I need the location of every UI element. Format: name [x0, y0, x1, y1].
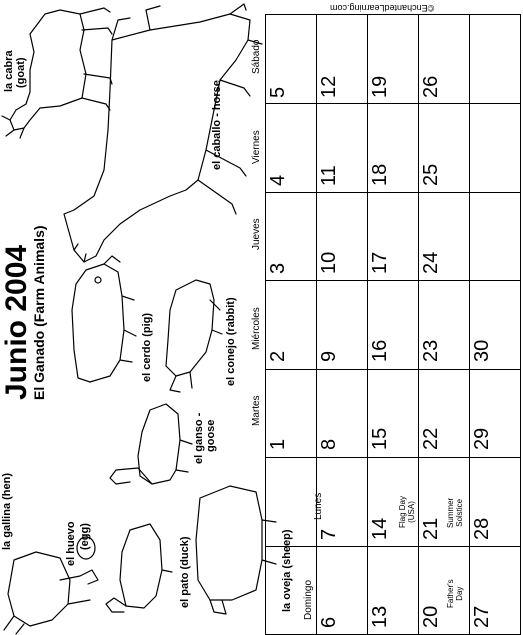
holiday-flag-day: Flag Day (USA) — [398, 495, 417, 528]
day-number: 19 — [369, 75, 391, 98]
day-number: 25 — [420, 163, 442, 186]
day-number: 29 — [471, 427, 493, 450]
day-number: 2 — [267, 350, 289, 362]
day-name-tuesday: Martes — [251, 395, 262, 426]
day-name-thursday: Jueves — [251, 218, 262, 250]
day-number: 14 — [369, 517, 391, 540]
day-name-friday: Viernes — [251, 130, 262, 164]
pig-label: el cerdo (pig) — [141, 312, 153, 382]
day-number: 8 — [318, 438, 340, 450]
day-number: 18 — [369, 163, 391, 186]
rabbit-label: el conejo (rabbit) — [225, 297, 237, 386]
day-number: 6 — [318, 616, 340, 628]
day-number: 4 — [267, 174, 289, 186]
day-number: 9 — [318, 350, 340, 362]
sheep-label: la oveja (sheep) — [281, 529, 293, 612]
page-title: Junio 2004 — [0, 244, 33, 400]
goat-label-en: (goat) — [15, 57, 27, 88]
day-number: 12 — [318, 75, 340, 98]
day-number: 24 — [420, 251, 442, 274]
day-number: 11 — [318, 165, 340, 186]
day-number: 21 — [420, 517, 442, 540]
goose-label-en: goose — [205, 419, 217, 452]
hen-label: la gallina (hen) — [1, 472, 13, 550]
day-name-saturday: Sábado — [251, 39, 262, 74]
egg-label: el huevo — [65, 521, 77, 566]
day-name-sunday: Domingo — [303, 579, 314, 620]
day-name-wednesday: Miércoles — [251, 307, 262, 350]
duck-label: el pato (duck) — [179, 536, 191, 608]
page-subtitle: El Ganado (Farm Animals) — [31, 225, 47, 400]
day-number: 26 — [420, 75, 442, 98]
day-number: 10 — [318, 251, 340, 274]
day-number: 5 — [267, 86, 289, 98]
day-number: 15 — [369, 427, 391, 450]
goat-label: la cabra — [3, 50, 15, 92]
goose-label: el ganso - — [193, 412, 205, 464]
day-number: 16 — [369, 339, 391, 362]
holiday-summer-solstice: Summer Solstice — [446, 497, 465, 528]
day-number: 1 — [267, 438, 289, 450]
day-number: 3 — [267, 262, 289, 274]
day-number: 28 — [471, 517, 493, 540]
day-number: 13 — [369, 605, 391, 628]
holiday-fathers-day: Father's Day — [446, 579, 465, 608]
horse-label: el caballo - horse — [211, 80, 223, 170]
day-number: 30 — [471, 339, 493, 362]
day-number: 17 — [369, 251, 391, 274]
egg-label-en: (egg) — [79, 523, 91, 550]
day-number: 7 — [318, 528, 340, 540]
day-name-monday: Lunes — [313, 492, 324, 520]
credit-text: ©EnchantedLearning.com — [330, 3, 435, 13]
day-number: 22 — [420, 427, 442, 450]
day-number: 23 — [420, 339, 442, 362]
day-number: 20 — [420, 605, 442, 628]
day-number: 27 — [471, 605, 493, 628]
